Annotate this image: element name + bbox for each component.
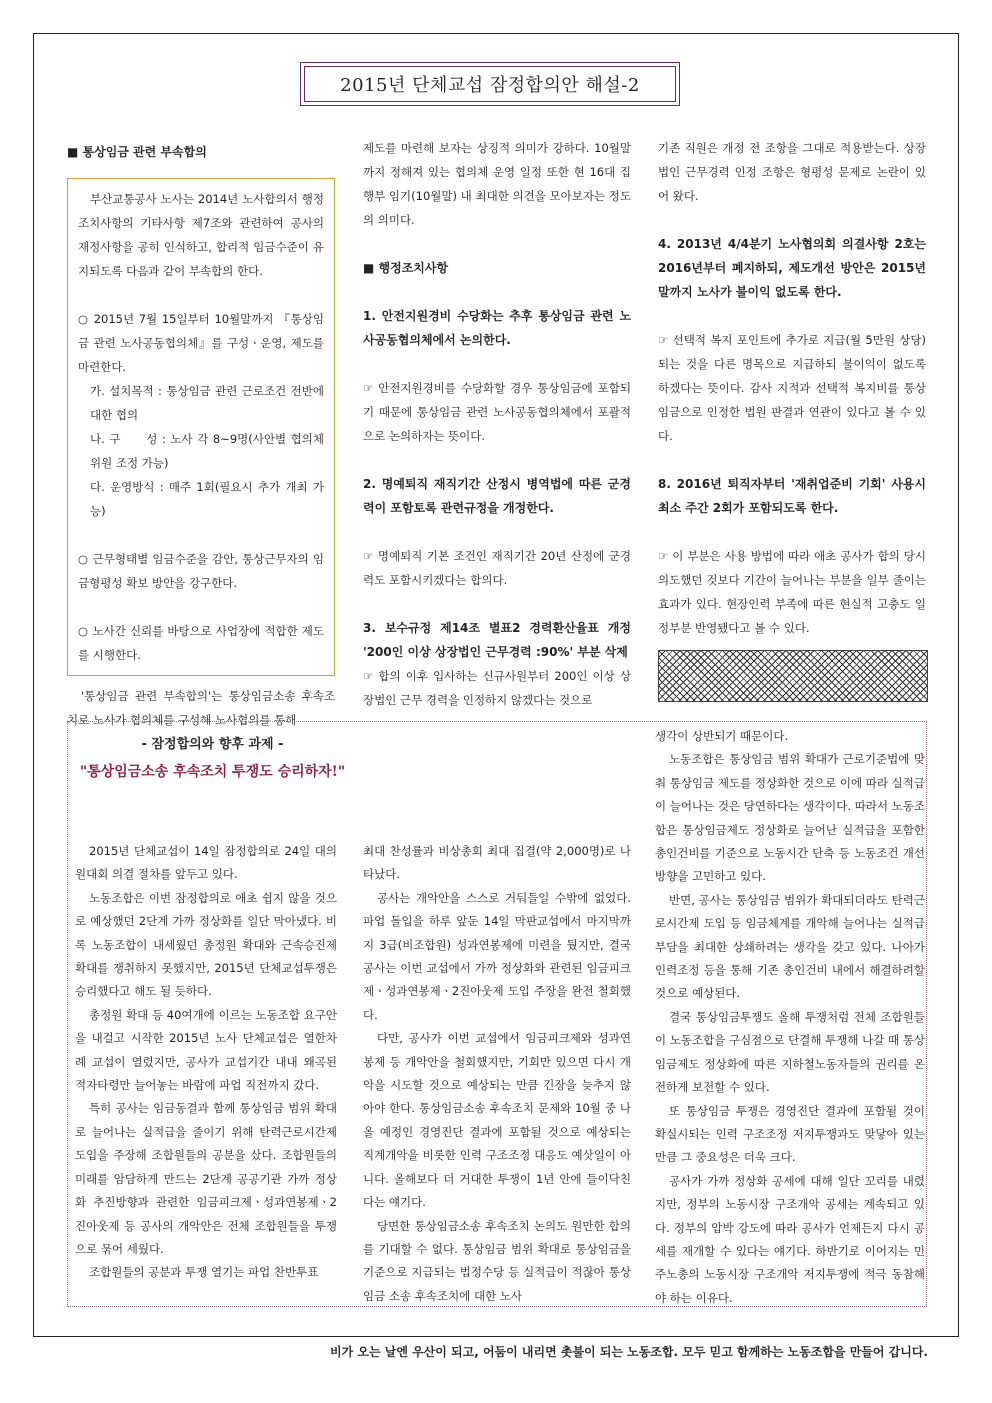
feature-c2-p3: 다만, 공사가 이번 교섭에서 임금피크제와 성과연봉제 등 개악안을 철회했지만, 기회만 있으면 다시 개악을 시도할 것으로 예상되는 만큼 긴장을 늦추지 않아야 한다. 통상임금소송 후속조치 문제와 10월 중 나올 예정인 경영진단 결과에 포함될 것으로 예상되는 직계개악을 비롯한 인력 구조조정 대응도 예삿일이 아니다. 올해보다 더 거대한 투쟁이 1년 안에 들이닥친다는 얘기다. (363, 1031, 631, 1210)
feature-c1-p4: 특히 공사는 임금동결과 함께 통상임금 범위 확대로 늘어나는 실적급을 줄이기 위해 탄력근로시간제 도입을 주장해 조합원들의 공분을 샀다. 조합원들의 미래를 암담하게 만드는 2단계 공공기관 가까 정상화 추진방향과 관련한 임금피크제ㆍ성과연봉제ㆍ2진아웃제 등 공사의 개악안은 전체 조합원들을 투쟁으로 묶어 세웠다. (75, 1101, 337, 1256)
item-2-title: 2. 명예퇴직 재직기간 산정시 병역법에 따른 군경력이 포함토록 관련규정을 개정한다. (363, 477, 631, 515)
feature-c3-p3: 반면, 공사는 통상임금 범위가 확대되더라도 탄력근로시간제 도입 등 임금체계를 개악해 늘어나는 실적급 부담을 최대한 상쇄하려는 생각을 갖고 있다. 나아가 인력조정 등을 통해 기존 총인건비 내에서 해결하려할 것으로 예상된다. (655, 892, 925, 1001)
item-2-body: ☞ 명예퇴직 기본 조건인 재직기간 20년 산정에 군경력도 포함시키겠다는 합의다. (363, 549, 631, 587)
feature-title: "통상임금소송 후속조치 투쟁도 승리하자!" (79, 764, 346, 780)
section-heading-admin: ■ 행정조치사항 (363, 261, 449, 275)
box-sub-a: 가. 설치목적 : 통상임금 관련 근로조건 전반에 대한 협의 (90, 384, 324, 422)
item-8-body: ☞ 이 부분은 사용 방법에 따라 애초 공사가 합의 당시 의도했던 것보다 기간이 늘어나는 부분을 일부 줄이는 효과가 있다. 현장인력 부족에 따른 현실적 고충도 일정부분 반영됐다고 볼 수 있다. (658, 549, 926, 635)
box-item-3: ○ 노사간 신뢰를 바탕으로 사업장에 적합한 제도를 시행한다. (78, 624, 324, 662)
feature-header (75, 733, 350, 785)
after-box-text: '통상임금 관련 부속합의'는 통상임금소송 후속조치로 노사가 협의체를 구성해 노사협의를 통해 (67, 689, 335, 727)
agreement-box (67, 178, 335, 676)
feature-c2-p2: 공사는 개악안을 스스로 거둬들일 수밖에 없었다. 파업 돌입을 하루 앞둔 14일 막판교섭에서 마지막까지 3급(비조합원) 성과연봉제에 미련을 뒀지만, 결국 공사는 이번 교섭에서 가까 정상화와 관련된 임금피크제ㆍ성과연봉제ㆍ2진아웃제 도입 주장을 완전 철회했다. (363, 890, 631, 1022)
feature-c3-p2: 노동조합은 통상임금 범위 확대가 근로기준법에 맞춰 통상임금 제도를 정상화한 것으로 이에 따라 실적급이 늘어나는 것은 당연하다는 생각이다. 따라서 노동조합은 통상임금제도 정상화로 늘어난 실적급을 포함한 총인건비를 기준으로 노동시간 단축 등 노동조건 개선 방향을 고민하고 있다. (655, 752, 925, 884)
feature-c1-p5: 조합원들의 공분과 투쟁 열기는 파업 찬반투표 (89, 1265, 319, 1280)
item-4-title: 4. 2013년 4/4분기 노사협의회 의결사항 2호는 2016년부터 폐지하되, 제도개선 방안은 2015년 말까지 노사가 불이익 없도록 한다. (658, 237, 926, 299)
box-sub-c: 다. 운영방식 : 매주 1회(필요시 추가 개최 가능) (90, 480, 324, 518)
hatched-block (658, 650, 928, 702)
feature-column-1 (75, 840, 337, 1285)
item-3-body: ☞ 합의 이후 입사하는 신규사원부터 200인 이상 상장법인 근무 경력을 인정하지 않겠다는 것으로 (363, 669, 631, 707)
feature-column-2 (363, 840, 631, 1308)
column-2 (363, 136, 631, 712)
feature-c3-p5: 또 통상임금 투쟁은 경영진단 결과에 포함될 것이 확실시되는 인력 구조조정 저지투쟁과도 맞닿아 있는 만큼 그 중요성은 더욱 크다. (655, 1103, 925, 1165)
box-intro: 부산교통공사 노사는 2014년 노사합의서 행정조치사항의 기타사항 제7조와 관련하여 공사의 재정사항을 공히 인식하고, 합리적 임금수준이 유지되도록 다음과 같이 부속합의 한다. (78, 192, 324, 278)
column-1 (67, 140, 335, 732)
box-sub-b: 나. 구 성 : 노사 각 8~9명(사안별 협의체 위원 조정 가능) (90, 432, 324, 470)
item-1-title: 1. 안전지원경비 수당화는 추후 통상임금 관련 노사공동협의체에서 논의한다. (363, 309, 631, 347)
feature-c2-p1: 최대 찬성률과 비상총회 최대 집결(약 2,000명)로 나타났다. (363, 844, 631, 882)
page-title: 2015년 단체교섭 잠정합의안 해설-2 (304, 66, 676, 102)
feature-c3-p6: 공사가 가까 정상화 공세에 대해 일단 꼬리를 내렸지만, 정부의 노동시장 구조개악 공세는 계속되고 있다. 정부의 압박 강도에 따라 공사가 언제든지 다시 공세를 재개할 수 있다는 얘기다. 하반기로 이어지는 민주노총의 노동시장 구조개악 저지투쟁에 적극 동참해야 하는 이유다. (655, 1173, 925, 1305)
section-heading-wage: ■ 통상임금 관련 부속합의 (67, 145, 207, 159)
box-item-2: ○ 근무형태별 임금수준을 감안, 통상근무자의 임금형평성 확보 방안을 강구한다. (78, 552, 324, 590)
item-4-body: ☞ 선택적 복지 포인트에 추가로 지급(월 5만원 상당)되는 것을 다른 명목으로 지급하되 불이익이 없도록 하겠다는 뜻이다. 감사 지적과 선택적 복지비를 통상임금으로 인정한 법원 판결과 연관이 있다고 볼 수 있다. (658, 333, 926, 443)
footer-slogan: 비가 오는 날엔 우산이 되고, 어둠이 내리면 촛불이 되는 노동조합. 모두 믿고 함께하는 노동조합을 만들어 갑니다. (330, 1345, 928, 1359)
item-3-title: 3. 보수규정 제14조 별표2 경력환산율표 개정 '200인 이상 상장법인 근무경력 :90%' 부분 삭제 (363, 621, 631, 659)
feature-c1-p3: 총정원 확대 등 40여개에 이르는 노동조합 요구안을 내걸고 시작한 2015년 노사 단체교섭은 열한차례 교섭이 열렸지만, 공사가 교섭기간 내내 왜곡된 적자타령만 늘어놓는 바람에 파업 직전까지 갔다. (75, 1007, 337, 1093)
feature-c2-p4: 당면한 통상임금소송 후속조치 논의도 원만한 합의를 기대할 수 없다. 통상임금 범위 확대로 통상임금을 기준으로 지급되는 법정수당 등 실적급이 적잖아 통상임금 소송 후속조치에 대한 노사 (363, 1218, 631, 1303)
item-8-title: 8. 2016년 퇴직자부터 '재취업준비 기회' 사용시 최소 주간 2회가 포함되도록 한다. (658, 477, 926, 515)
feature-c1-p1: 2015년 단체교섭이 14일 잠정합의로 24일 대의원대회 의결 절차를 앞두고 있다. (75, 844, 337, 882)
page-title-box (300, 62, 680, 106)
feature-c3-p4: 결국 통상임금투쟁도 올해 투쟁처럼 전체 조합원들이 노동조합을 구심점으로 단결해 투쟁해 나갈 때 통상임금제도 정상화에 따른 지하철노동자들의 권리를 온전하게 보전할 수 있다. (655, 1009, 925, 1095)
box-item-1: ○ 2015년 7월 15일부터 10월말까지 『통상임금 관련 노사공동협의체』를 구성ㆍ운영, 제도를 마련한다. (78, 312, 324, 374)
item-1-body: ☞ 안전지원경비를 수당화할 경우 통상임금에 포함되기 때문에 통상임금 관련 노사공동협의체에서 포괄적으로 논의하자는 뜻이다. (363, 381, 631, 443)
feature-column-3 (655, 725, 925, 1310)
column-3 (658, 136, 926, 702)
feature-c3-p1: 생각이 상반되기 때문이다. (655, 729, 789, 743)
feature-c1-p2: 노동조합은 이번 잠정합의로 애초 쉽지 않을 것으로 예상했던 2단계 가까 정상화를 일단 막아냈다. 비록 노동조합이 내세웠던 총정원 확대와 근속승진제 확대를 쟁취하지 못했지만, 2015년 단체교섭투쟁은 승리했다고 해도 될 듯하다. (75, 890, 337, 999)
feature-subtitle: - 잠정합의와 향후 과제 - (141, 737, 284, 752)
col3-cont: 기존 직원은 개정 전 조항을 그대로 적용받는다. 상장법인 근무경력 인정 조항은 형평성 문제로 논란이 있어 왔다. (658, 141, 926, 203)
col2-cont: 제도를 마련해 보자는 상징적 의미가 강하다. 10월말까지 정해져 있는 협의체 운영 일정 또한 현 16대 집행부 임기(10월말) 내 최대한 의견을 모아보자는 정도의 의미다. (363, 141, 631, 227)
